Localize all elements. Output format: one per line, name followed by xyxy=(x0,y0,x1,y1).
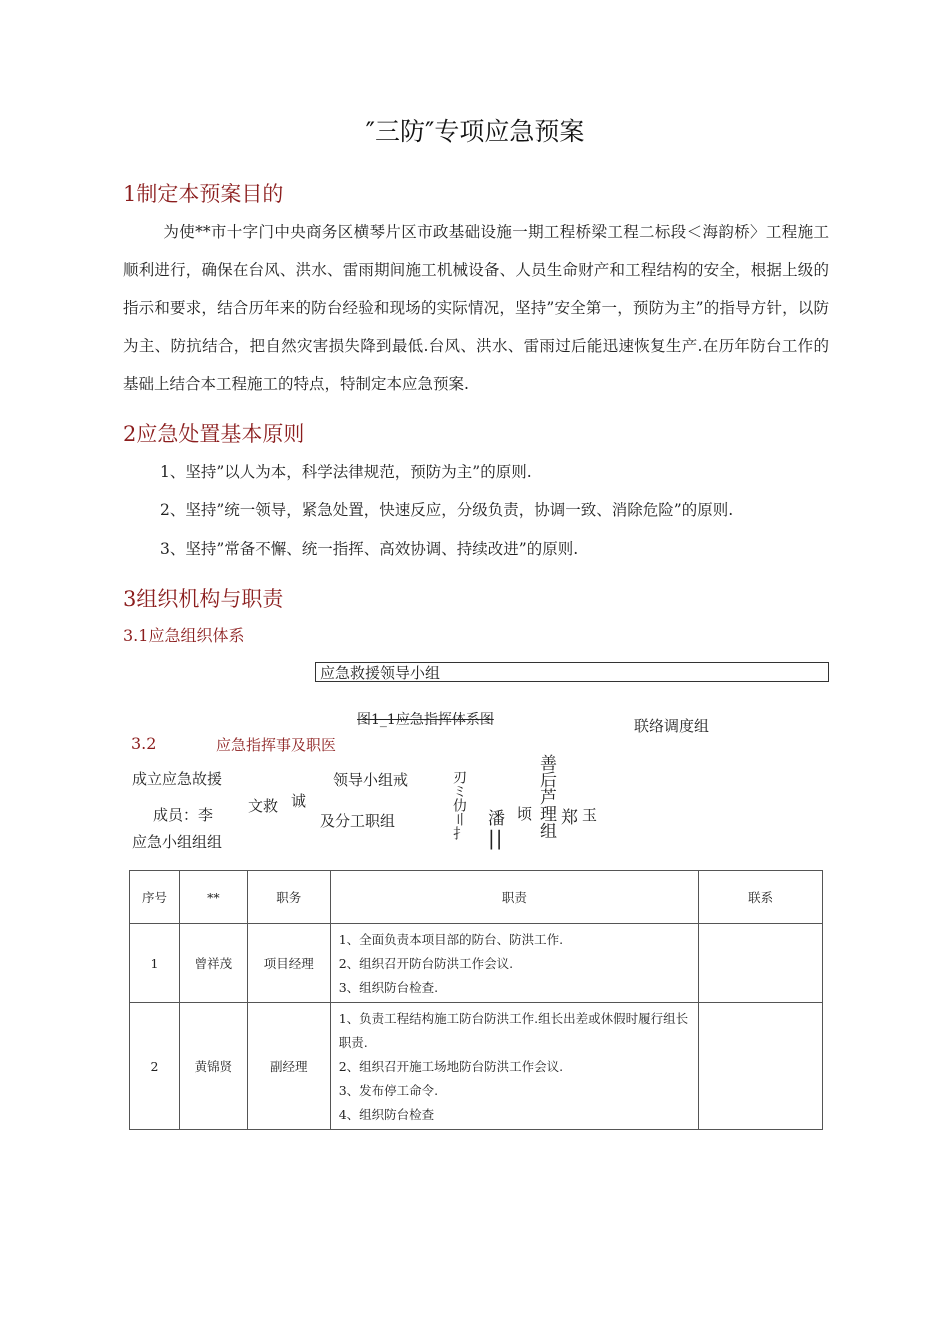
duty-line: 3、发布停工命令. xyxy=(338,1083,439,1098)
row-duties xyxy=(330,924,698,1003)
header-name: ** xyxy=(179,871,247,924)
section-1-paragraph xyxy=(123,213,829,403)
section-3-1-heading: 3.1应急组织体系 xyxy=(123,626,245,645)
duty-line: 2、组织召开施工场地防台防洪工作会议. xyxy=(338,1059,564,1074)
section-3-heading: 3组织机构与职责 xyxy=(123,587,284,611)
fragment-aftermath-group: 善后芦理组 xyxy=(536,754,556,839)
fragment-set-up: 成立应急故援 xyxy=(132,770,223,788)
row-name: 黄锦贤 xyxy=(179,1003,247,1130)
fragment-bars: || xyxy=(488,826,504,850)
fragment-division: 及分工职组 xyxy=(320,812,396,830)
header-duties: 职责 xyxy=(330,871,698,924)
fragment-vertical-garbled: 刃ミ仂〢扌 xyxy=(451,770,467,840)
liaison-group-label: 联络调度组 xyxy=(634,717,710,735)
row-position: 副经理 xyxy=(247,1003,330,1130)
row-contact xyxy=(699,924,823,1003)
row-no: 2 xyxy=(130,1003,180,1130)
table-header-row xyxy=(130,871,823,924)
fragment-members: 成员：李 xyxy=(153,806,214,824)
fragment-gu: 顷 xyxy=(517,805,533,823)
row-duties xyxy=(330,1003,698,1130)
duty-line: 1、全面负责本项目部的防台、防洪工作. xyxy=(338,932,564,947)
principle-item-3: 3、坚持”常备不懈、统一指挥、高效协调、持续改进”的原则. xyxy=(160,540,579,558)
fragment-small-groups: 应急小组组组 xyxy=(132,833,223,851)
duty-line: 2、组织召开防台防洪工作会议. xyxy=(338,956,514,971)
row-no: 1 xyxy=(130,924,180,1003)
section-1-text: 为使**市十字门中央商务区横琴片区市政基础设施一期工程桥梁工程二标段＜海韵桥〉工程施工顺利进行，确保在台风、洪水、雷雨期间施工机械设备、人员生命财产和工程结构的安全，根据上级的指示和要求，结合历年来的防台经验和现场的实际情况，坚持”安全第一，预防为主”的指导方针，以防为主、防抗结合，把自然灾害损失降到最低.台风、洪水、雷雨过后能迅速恢复生产.在历年防台工作的基础上结合本工程施工的特点，特制定本应急预案. xyxy=(123,223,829,393)
fragment-yu: 玉 xyxy=(582,806,598,824)
principle-item-2: 2、坚持”统一领导，紧急处置，快速反应，分级负责，协调一致、消除危险”的原则. xyxy=(160,501,734,519)
row-position: 项目经理 xyxy=(247,924,330,1003)
section-3-2-label: 应急指挥事及职医 xyxy=(216,736,337,754)
fragment-zheng: 郑 xyxy=(561,808,578,828)
section-2-heading: 2应急处置基本原则 xyxy=(123,422,305,446)
row-contact xyxy=(699,1003,823,1130)
header-position: 职务 xyxy=(247,871,330,924)
duty-table xyxy=(129,870,823,1130)
section-3-2-number: 3.2 xyxy=(131,734,157,753)
table-row xyxy=(130,1003,823,1130)
section-1-heading: 1制定本预案目的 xyxy=(123,182,284,206)
duty-line: 4、组织防台检查 xyxy=(338,1107,435,1122)
fragment-leader-group: 领导小组戒 xyxy=(333,771,409,789)
table-row xyxy=(130,924,823,1003)
leader-group-box: 应急救援领导小组 xyxy=(315,662,829,682)
duty-line: 1、负责工程结构施工防台防洪工作.组长出差或休假时履行组长职责. xyxy=(338,1011,689,1050)
fragment-sincere: 诚 xyxy=(291,792,307,810)
fragment-rescue: 文救 xyxy=(248,797,279,815)
document-title: ″三防″专项应急预案 xyxy=(365,117,585,146)
header-no: 序号 xyxy=(130,871,180,924)
header-contact: 联系 xyxy=(699,871,823,924)
row-name: 曾祥茂 xyxy=(179,924,247,1003)
figure-caption: 图1_1应急指挥体系图 xyxy=(357,712,494,728)
principle-item-1: 1、坚持”以人为本，科学法律规范，预防为主”的原则. xyxy=(160,463,532,481)
fragment-pan: 潘 xyxy=(488,809,505,829)
duty-line: 3、组织防台检查. xyxy=(338,980,439,995)
